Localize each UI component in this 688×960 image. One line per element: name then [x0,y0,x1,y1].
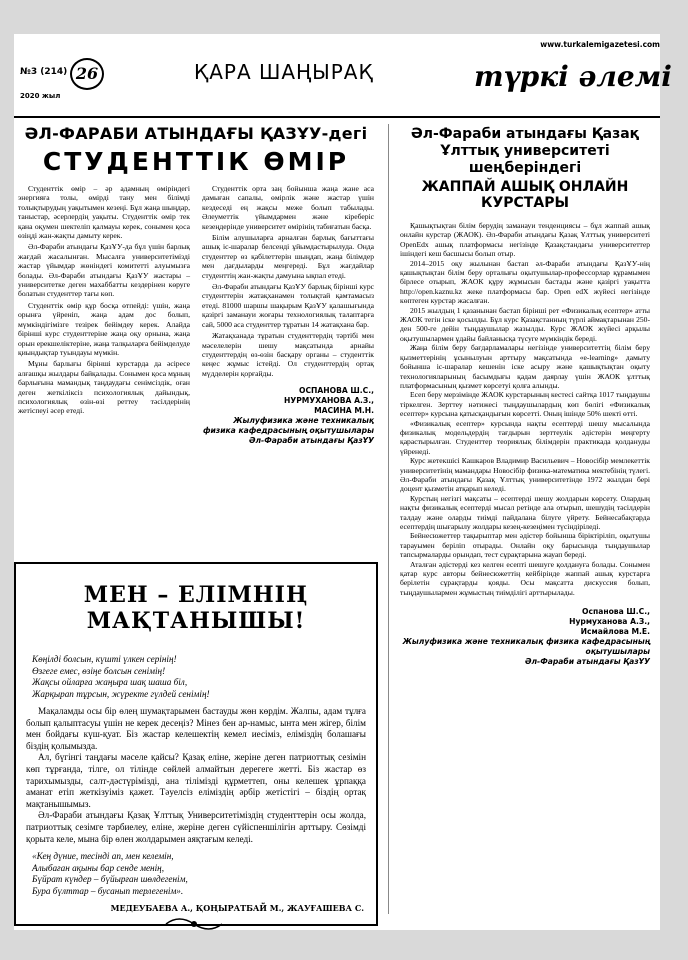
paragraph: Студенттік өмір құр босқа өтпейді: үшін, жаңа орынға үйреніп, жаңа адам дос болып, мүмкіндігімізге тезірек бейімдеу керек. Алайда бірінші курс студенттеріне жаңа оқу орнына, жаңа орын ерекшеліктеріне, жаңа талқыларға бейімделуде қиындықтар туындауы мүмкін. [18,300,190,357]
poem-verse-1 [32,654,376,700]
paragraph: Есеп беру мерзімінде ЖАОК курстарының кестесі сайтқа 1017 тыңдаушы тіркелген. Зерттеу нәтижесі тыңдаушылардың көп бөлігі «Физикалық есептер» курсына қатысқандығын көрсетті. Оның ішінде 50% шекті өтті. [400,390,650,419]
article-title-line1: ӘЛ-ФАРАБИ АТЫНДАҒЫ ҚАЗҰУ-дегі [24,124,368,143]
article-signature [202,386,374,446]
author-university: Әл-Фараби атындағы ҚазҰУ [249,436,374,446]
newspaper-logo [470,56,672,96]
section-title: ҚАРА ШАҢЫРАҚ [194,60,374,84]
author-name: Исмайлова М.Е. [580,627,650,637]
paragraph: Жаңа білім беру бағдарламалары негізінде университеттің білім беру қызметтерінің ұсынылуын арттыру мақсатында «e-learning» дамыту бойынша іс-шаралар кешенін іске асыру және қашықтықтан оқыту технологияларының басымдығы қадам даярлау үшін ЖАОК ұлттық платформасының қызмет көрсетуі қолға алынды. [400,343,650,390]
pride-article-box [14,562,378,926]
paragraph: Мұны барлығы бірінші курстарда да әсіресе алғашқы жылдары байқалады. Сонымен қоса мұның барлығына мамандық таңдаудағы сенімсіздік, оған деген жеткіліксіз психологиялық дайындық, психологиялық өзін-өзі реттеу тәсілдерінің жетіспеуі әсер етеді. [18,359,190,416]
paragraph: Аталған әдістерді кез келген есепті шешуге қолдануға болады. Сонымен қатар курс авторы бейнесюжеттің кейбірінде жаппай ашық курстарға берілетін сұрақтарды қояды. Осы мақсатта дискуссия болып, тыңдаушылармен жұмыстың тиімділігі арттырылады. [400,559,650,597]
paragraph: Әл-Фараби атындағы Қазақ Ұлттық Университетіміздің студенттерін осы жолда, патриоттық сезімге тәрбиелеу, еліне, жеріне деген сүйіспеншілігін арттыру. Сөзімді қорыта келе, мына бір өлен жолдарымен аяқтағым келеді. [26,810,366,844]
pride-article-title: МЕН – ЕЛІМНІҢ МАҚТАНЫШЫ! [83,582,309,634]
paragraph: Қашықтықтан білім берудің заманауи тенденциясы – бұл жаппай ашық онлайн курстар (ЖАОК). Әл-Фараби атындағы Қазақ Ұлттық университеті OpenEdx ашық платформасы негізінде Қазақстандағы университеттер ішіндегі кеш басшысы болып отыр. [400,221,650,259]
logo-text: түркі әлемі [474,60,672,93]
verse-line: Өзгеге емес, өзіңе болсын сенімің! [32,665,166,676]
author-university: Әл-Фараби атындағы ҚазҰУ [525,657,650,667]
column-divider [388,124,389,914]
author-name: НУРМУХАНОВА А.З., [284,396,374,406]
paragraph: «Физикалық есептер» курсында нақты есептерді шешу мысалында физикалық модельдердің тағдырын зерттеулік әдістерін меңгерту қарастырылған. Студенттер теориялық білімдерін практикада қолдануды үйренеді. [400,418,650,456]
verse-line: Жақсы ойларға жаңыра шақ шаша біл, [32,677,188,687]
article-signature [400,607,650,667]
online-courses-article [400,118,650,667]
student-life-article [14,118,378,446]
article-column-2 [202,184,374,446]
paragraph: Курс жетекшісі Кашкаров Владимир Васильевич – Новосібір мемлекеттік университетінің мамандары Новосібір физика-математика мектебінің түлегі. Әл-Фараби атындағы Қазақ Ұлттық университетінде 1972 жылдан бері доцент қызметін атқарып келеді. [400,456,650,494]
verse-line: Жарқырап тұрсын, жүректе гүлдей сенімің! [32,688,210,699]
paragraph: Білім алушыларға арналған барлық бағыттағы ашық іс-шаралар белсенді ұйымдастырылуда. Онда студенттер өз қабілеттерін шыңдап, жаңа білімдер мен дағдыларды меңгереді. Бұл жағдайлар студенттің жан-жақты дамуына ықпал етеді. [202,233,374,280]
poem-verse-2 [32,851,376,897]
author-name: Оспанова Ш.С., [582,607,650,617]
verse-line: Бура бүлттар – бусанып терлегенім». [32,885,184,896]
verse-line: «Кең дүние, тесінді ап, мен келемін, [32,851,174,862]
issue-year: 2020 жыл [20,92,61,100]
paragraph: Бейнесюжеттер тақырыптар мен әдістер бойынша біріктіріліп, оқытушы тарауымен беріліп отырады. Онлайн оқу барысында тыңдаушылар тапсырмаларды орындап, тест сұрақтарына жауап береді. [400,531,650,560]
author-name: ОСПАНОВА Ш.С., [299,386,374,396]
paragraph: Курстың негізгі мақсаты – есептерді шешу жолдарын көрсету. Олардың нақты физикалық есептерді мысал ретінде ала отырып, шешудің тәсілдерін талдау және оларды тиімді пайдалана білуге үйрету. Бейнесабақтарда есептердің шығарылу жолдары кезең-кезеңімен түсіндіріледі. [400,493,650,531]
website-url[interactable]: www.turkalemigazetesi.com [540,40,660,49]
paragraph: 2015 жылдың 1 қазанынан бастап бірінші рет «Физикалық есептер» атты ЖАОК тегін іске қосылды. Бұл курс Қазақстанның түрлі аймақтарынан 250-ден 500-ге дейін тыңдаушылар жазылды. Курс ЖАОК жүйесі арқылы оқытушылармен ұдайы байланысқа түсуге мүмкіндік береді. [400,305,650,343]
newspaper-page [14,34,672,930]
author-department: Жылуфизика және техникалық физика кафедрасының оқытушылары [402,637,650,657]
article-title-line1: Әл-Фараби атындағы Қазақ Ұлттық университеті шеңберіндегі [410,126,640,176]
page-header [14,52,672,116]
paragraph: Жатақханада тұратын студенттердің тәртібі мен мәселелерін шешу мақсатында арнайы студенттердің өз-өзін басқару органы – студенттік кеңес жұмыс істейді. Ол студенттердің ортақ мүдделерін қорғайды. [202,331,374,378]
issue-number: №3 (214) [20,67,68,77]
paragraph: Студенттік өмір – әр адамның өміріндегі энергияға толы, өмірді тану мен білімді толықтырудың уақытымен кезеңі. Бұл жаңа шыңдар, таныстар, әсерлердің уақыты. Студенттік өмір тек қана оқумен шектеліп қалмауы керек, сонымен қоса өзіңді жан-жақты дамыту керек. [18,184,190,241]
verse-line: Бүйрат күндер – бүйырған шөлдегенім, [32,874,188,885]
verse-line: Алыбаған ақыны бар сенде менің, [32,862,165,873]
paragraph: Ал, бүгінгі таңдағы мәселе қайсы? Қазақ еліне, жеріне деген патриоттық сезімін көп тұрғанда, тілге, ол тілінде сөйлей алмайтын дерегеге жетті. Біз жастар өз тарихымызды, салт-дәстүрімізді, ана тілімізді құрметтеп, оны келешек ұрпаққа аманат етіп жеткізуіміз қажет. Тәуелсіз еліміздің әрбір жетістігі – біздің ортақ мақтанышымыз. [26,752,366,809]
article-column-1 [18,184,190,446]
paragraph: Мақаламды осы бір өлең шумақтарымен бастауды жөн көрдім. Жалпы, адам тұлға болып қалыптасуы үшін не керек десеңіз? Мінез бен ар-намыс, ынта мен жігер, білім мен бойдағы күш-қуат. Біз жастар келешектің кемел иесіміз, еліміздің болашағы біздің қолымызда. [26,706,366,751]
pride-article-authors: МЕДЕУБАЕВА А., ҚОҢЫРАТБАЙ М., ЖАУҒАШЕВА С. [110,903,364,914]
author-name: Нурмуханова А.З., [569,617,650,627]
paragraph: Студенттік орта заң бойынша жаңа жане аса дамыған сапалы, өмірлік және жастар үшін кездеседі ең жақсы меже болып табылады. Әлеуметтік үйымдармен және кіреберіс кезеңдерінде университет өмірінің табиғатын басқа. [202,184,374,231]
paragraph: 2014–2015 оқу жылынан бастап әл-Фараби атындағы ҚазҰУ-нің қашықтықтан білім беру орталығы оқытушылар-профессорлар құрамымен бірлесе отырып, ЖАОК құру жұмысын бастады және қазіргі уақытта http://open.kaznu.kz жеке платформасы бар. Open edX жүйесі негізінде көптеген курстар жасалған. [400,258,650,306]
article-title-line2: СТУДЕНТТІК ӨМІР [42,147,350,176]
ornament-icon [164,914,224,934]
paragraph: Әл-Фараби атындағы ҚазҰУ-да бұл үшін барлық жағдай жасалынған. Мысалға университетімізді жастар үйымдар жөніндегі комитетті алуымызға болады. Әл-Фараби атындағы ҚазҰУ жастары – университетке деген махаббатты кездерінен көруге болатын студенттер тағы көп. [18,242,190,299]
page-number: 26 [70,58,104,90]
author-name: МАСИНА М.Н. [314,406,374,416]
author-department: Жылуфизика және техникалық физика кафедрасының оқытушылары [202,416,374,436]
article-title-line2: ЖАППАЙ АШЫҚ ОНЛАЙН КУРСТАРЫ [421,179,629,211]
verse-line: Көңілді болсын, күшті үлкен серінің! [32,654,177,664]
paragraph: Әл-Фараби атындағы ҚазҰУ барлық бірінші курс студенттерін жатақханамен толықтай қамтамасыз етеді. 81000 шаршы шақырым ҚазҰУ қалашығында қазіргі заманауи жоғары технологиялық талаптарға сай, 5000 аса студенттер тұратын 14 жатақхана бар. [202,282,374,329]
